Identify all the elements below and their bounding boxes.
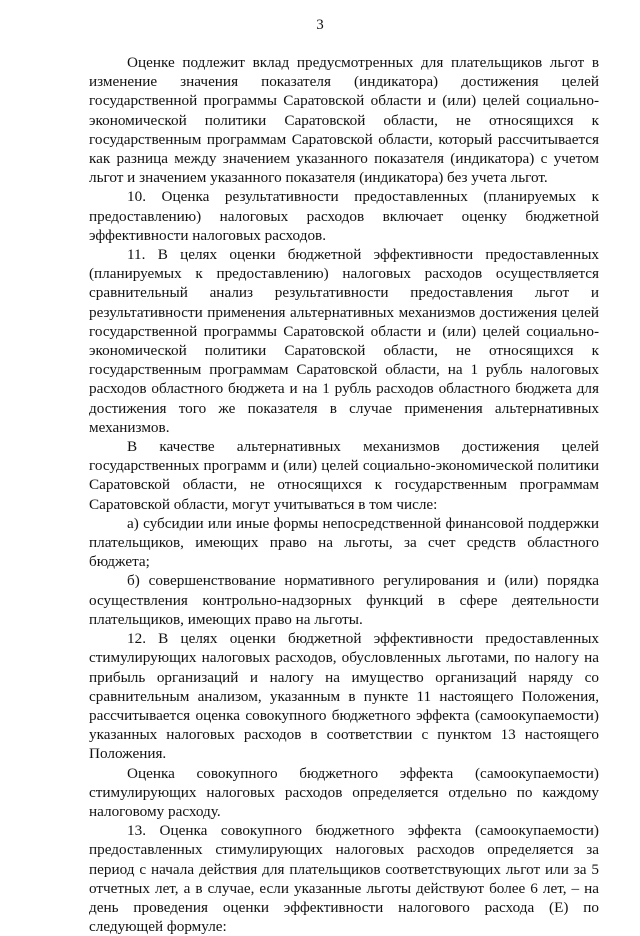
paragraph-subitem-b: б) совершенствование нормативного регулирования и (или) порядка осуществления контрольно-надзорных функций в сфере деятельности плательщиков, имеющих право на льготы. (89, 572, 599, 628)
document-body (89, 53, 599, 936)
paragraph-item-11: 11. В целях оценки бюджетной эффективности предоставленных (планируемых к предоставлению) налоговых расходов осуществляется сравнительный анализ результативности предоставления льгот и результативности применения альтернативных механизмов достижения целей государственной программы Саратовской области и (или) целей социально-экономической политики Саратовской области, не относящихся к государственным программам Саратовской области, на 1 рубль налоговых расходов областного бюджета и на 1 рубль расходов областного бюджета для достижения того же показателя в случае применения альтернативных механизмов. (89, 246, 599, 436)
paragraph-alternative-mechanisms: В качестве альтернативных механизмов достижения целей государственных программ и (или) целей социально-экономической политики Саратовской области, не относящихся к государственным программам Саратовской области, могут учитываться в том числе: (89, 438, 599, 513)
paragraph-contribution-assessment: Оценке подлежит вклад предусмотренных для плательщиков льгот в изменение значения показателя (индикатора) достижения целей государственной программы Саратовской области и (или) целей социально-экономической политики Саратовской области, не относящихся к государственным программам Саратовской области, который рассчитывается как разница между значением указанного показателя (индикатора) с учетом льгот и значением указанного показателя (индикатора) без учета льгот. (89, 54, 599, 187)
page-number: 3 (316, 17, 324, 33)
paragraph-item-13: 13. Оценка совокупного бюджетного эффекта (самоокупаемости) предоставленных стимулирующих налоговых расходов определяется за период с начала действия для плательщиков соответствующих льгот или за 5 отчетных лет, а в случае, если указанные льготы действуют более 6 лет, – на день проведения оценки эффективности налогового расхода (Е) по следующей формуле: (89, 822, 599, 936)
paragraph-item-12: 12. В целях оценки бюджетной эффективности предоставленных стимулирующих налоговых расходов, обусловленных льготами, по налогу на прибыль организаций и налогу на имущество организаций наряду со сравнительным анализом, указанным в пункте 11 настоящего Положения, рассчитывается оценка совокупного бюджетного эффекта (самоокупаемости) указанных налоговых расходов в соответствии с пунктом 13 настоящего Положения. (89, 630, 599, 763)
paragraph-separate-assessment: Оценка совокупного бюджетного эффекта (самоокупаемости) стимулирующих налоговых расходов определяется отдельно по каждому налоговому расходу. (89, 764, 599, 820)
paragraph-item-10: 10. Оценка результативности предоставленных (планируемых к предоставлению) налоговых расходов включает оценку бюджетной эффективности налоговых расходов. (89, 188, 599, 244)
paragraph-subitem-a: а) субсидии или иные формы непосредственной финансовой поддержки плательщиков, имеющих право на льготы, за счет средств областного бюджета; (89, 514, 599, 571)
